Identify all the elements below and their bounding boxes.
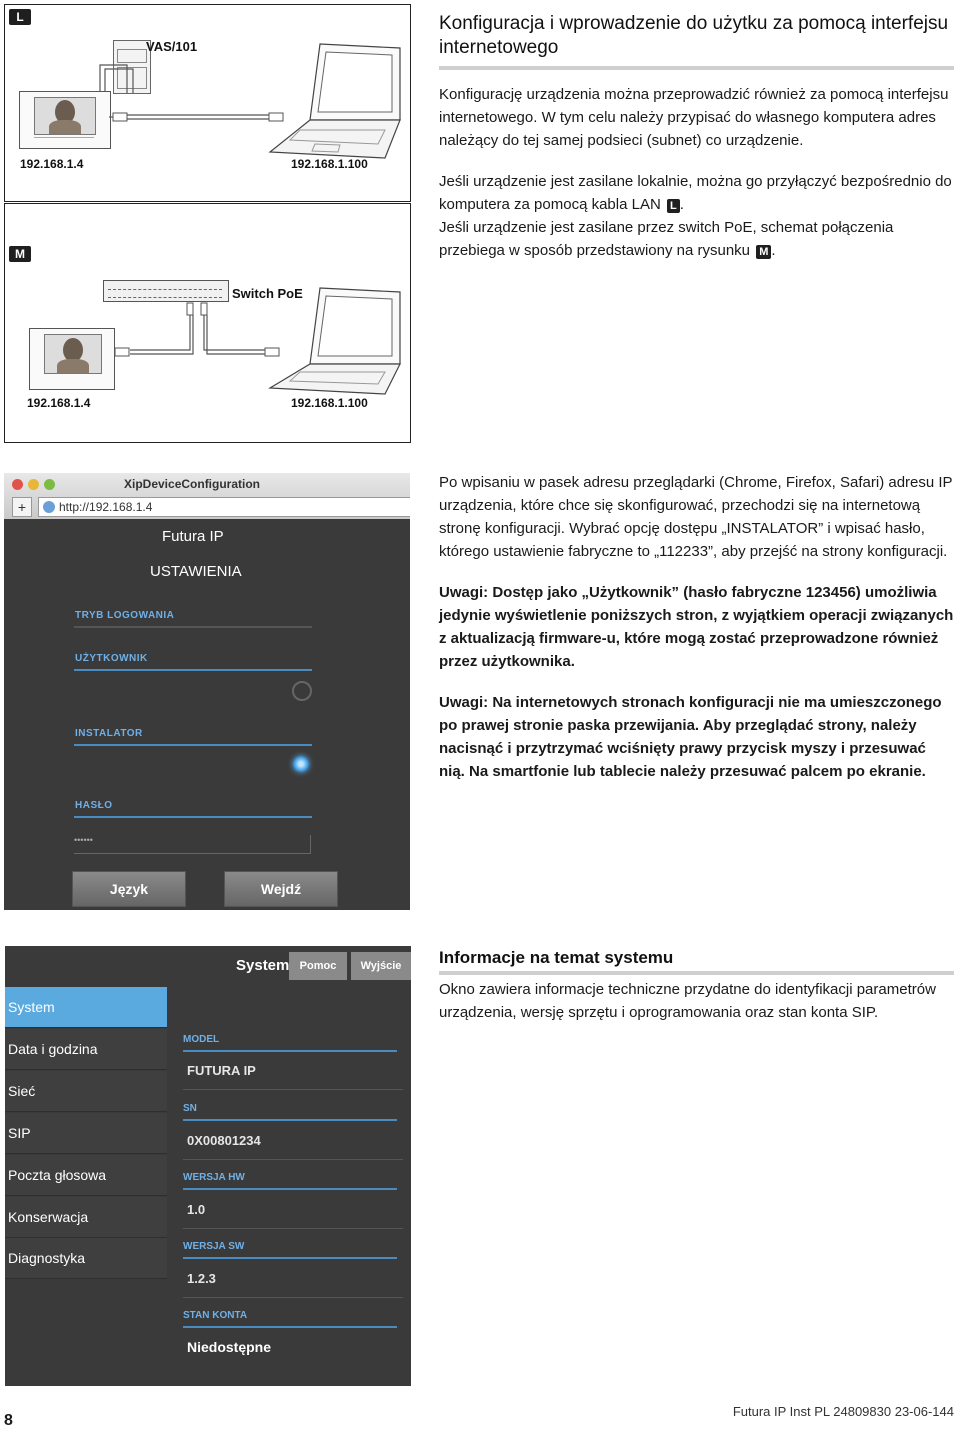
diagram-l xyxy=(4,4,411,202)
laptop-image-m xyxy=(260,284,410,404)
section2-body xyxy=(439,471,954,801)
settings-heading: USTAWIENIA xyxy=(150,563,242,580)
switch-label: Switch PoE xyxy=(232,286,303,301)
menu-item-maintenance[interactable]: Konserwacja xyxy=(5,1197,167,1238)
enter-button[interactable]: Wejdź xyxy=(224,871,338,907)
password-label: HASŁO xyxy=(75,800,113,811)
field-sw-value: 1.2.3 xyxy=(187,1271,216,1286)
password-line xyxy=(74,816,312,818)
field-sw-line xyxy=(183,1257,397,1259)
doc-code: Futura IP Inst PL 24809830 23-06-144 xyxy=(732,1404,954,1419)
browser-screenshot xyxy=(4,473,410,910)
maximize-dot-icon[interactable] xyxy=(44,479,55,490)
installer-option-label[interactable]: INSTALATOR xyxy=(75,728,143,739)
user-option-line xyxy=(74,669,312,671)
section1-body xyxy=(439,83,954,262)
browser-chrome xyxy=(4,473,410,519)
field-sn-line xyxy=(183,1119,397,1121)
field-sn-label: SN xyxy=(183,1103,197,1114)
menu-item-voicemail[interactable]: Poczta głosowa xyxy=(5,1155,167,1196)
field-model-line xyxy=(183,1050,397,1052)
help-button[interactable]: Pomoc xyxy=(289,952,347,980)
field-hw-value: 1.0 xyxy=(187,1202,206,1217)
url-bar[interactable] xyxy=(38,497,410,517)
app-title: Futura IP xyxy=(162,528,224,545)
tag-m: M xyxy=(9,246,31,262)
menu-item-diagnostics[interactable]: Diagnostyka xyxy=(5,1238,167,1279)
installer-option-line xyxy=(74,744,312,746)
user-option-label[interactable]: UŻYTKOWNIK xyxy=(75,653,148,664)
login-mode-line xyxy=(74,626,312,628)
system-title: System xyxy=(236,957,290,974)
laptop-image xyxy=(260,40,410,160)
user-radio[interactable] xyxy=(292,681,312,701)
login-mode-label: TRYB LOGOWANIA xyxy=(75,610,175,621)
section3-body xyxy=(439,978,954,1042)
section2-p1: Po wpisaniu w pasek adresu przeglądarki (Chrome, Firefox, Safari) adresu IP urządzenia, które chce się skonfigurować, przechodzi się na internetową stronę konfiguracji. Wybrać opcję dostępu „INSTALATOR” i wpisać hasło, którego ustawienie fabryczne to „112233”, aby przejść na strony konfiguracji. xyxy=(439,474,953,560)
globe-icon xyxy=(43,501,55,513)
section1-p1: Konfigurację urządzenia można przeprowadzić również za pomocą interfejsu internetowego. W tym celu należy przypisać do własnego komputera adres należący do tej samej podsieci (subnet) co urządzenie. xyxy=(439,86,949,149)
field-hw-sep xyxy=(183,1228,403,1229)
section1-p2b: Jeśli urządzenie jest zasilane przez switch PoE, schemat połączenia przebiega w sposób przedstawiony na rysunku xyxy=(439,219,894,259)
field-model-value: FUTURA IP xyxy=(187,1063,256,1078)
section1-p2a: Jeśli urządzenie jest zasilane lokalnie, można go przyłączyć bezpośrednio do komputera za pomocą kabla LAN xyxy=(439,173,952,213)
url-text: http://192.168.1.4 xyxy=(59,500,153,514)
field-sw-label: WERSJA SW xyxy=(183,1241,245,1252)
field-sw-sep xyxy=(183,1297,403,1298)
system-panel-screenshot xyxy=(5,946,411,1386)
minimize-dot-icon[interactable] xyxy=(28,479,39,490)
section1-title: Konfiguracja i wprowadzenie do użytku za pomocą interfejsu internetowego xyxy=(439,12,954,70)
installer-radio[interactable] xyxy=(293,756,309,772)
field-model-label: MODEL xyxy=(183,1034,220,1045)
tag-l-inline: L xyxy=(667,199,680,213)
field-account-value: Niedostępne xyxy=(187,1339,272,1355)
section3-title: Informacje na temat systemu xyxy=(439,948,954,975)
close-dot-icon[interactable] xyxy=(12,479,23,490)
diagram-m xyxy=(4,203,411,443)
section3-p1: Okno zawiera informacje techniczne przydatne do identyfikacji parametrów urządzenia, wersję sprzętu i oprogramowania oraz stan konta SIP. xyxy=(439,981,936,1021)
field-sn-value: 0X00801234 xyxy=(187,1133,261,1148)
exit-button[interactable]: Wyjście xyxy=(351,952,411,980)
menu-item-system[interactable]: System xyxy=(5,987,167,1028)
field-hw-line xyxy=(183,1188,397,1190)
ip-right-m: 192.168.1.100 xyxy=(291,396,368,410)
ip-left-m: 192.168.1.4 xyxy=(27,396,91,410)
tag-l: L xyxy=(9,9,31,25)
section2-p3: Uwagi: Na internetowych stronach konfiguracji nie ma umieszczonego po prawej stronie paska przewijania. Aby przeglądać strony, należy nacisnąć i przytrzymać wciśnięty prawy przycisk myszy i przesuwać nią. Na smartfonie lub tablecie należy przesuwać palcem po ekranie. xyxy=(439,694,942,780)
field-model-sep xyxy=(183,1089,403,1090)
menu-item-sip[interactable]: SIP xyxy=(5,1113,167,1154)
tag-m-inline: M xyxy=(756,245,771,259)
ip-right-l: 192.168.1.100 xyxy=(291,157,368,171)
browser-title: XipDeviceConfiguration xyxy=(124,477,261,491)
page-number: 8 xyxy=(4,1412,13,1429)
vas-label: VAS/101 xyxy=(146,39,198,54)
section2-p2: Uwagi: Dostęp jako „Użytkownik” (hasło fabryczne 123456) umożliwia jedynie wyświetlenie poniższych stron, z wyjątkiem operacji związanych z aktualizacją firmware-u, które mogą zostać przeprowadzone również przez użytkownika. xyxy=(439,584,954,670)
ip-left-l: 192.168.1.4 xyxy=(20,157,84,171)
field-hw-label: WERSJA HW xyxy=(183,1172,245,1183)
new-tab-icon[interactable]: + xyxy=(12,497,32,517)
field-account-line xyxy=(183,1326,397,1328)
field-account-label: STAN KONTA xyxy=(183,1310,248,1321)
language-button[interactable]: Język xyxy=(72,871,186,907)
field-sn-sep xyxy=(183,1159,403,1160)
password-input[interactable]: •••••• xyxy=(74,835,311,854)
menu-item-date-time[interactable]: Data i godzina xyxy=(5,1029,167,1070)
menu-item-network[interactable]: Sieć xyxy=(5,1071,167,1112)
section1-p2: Jeśli urządzenie jest zasilane lokalnie, można go przyłączyć bezpośrednio do komputera za pomocą kabla LAN L . Jeśli urządzenie jest zasilane przez switch PoE, schemat połączenia przebiega w sposób przedstawiony na rysunku M . xyxy=(439,173,952,259)
